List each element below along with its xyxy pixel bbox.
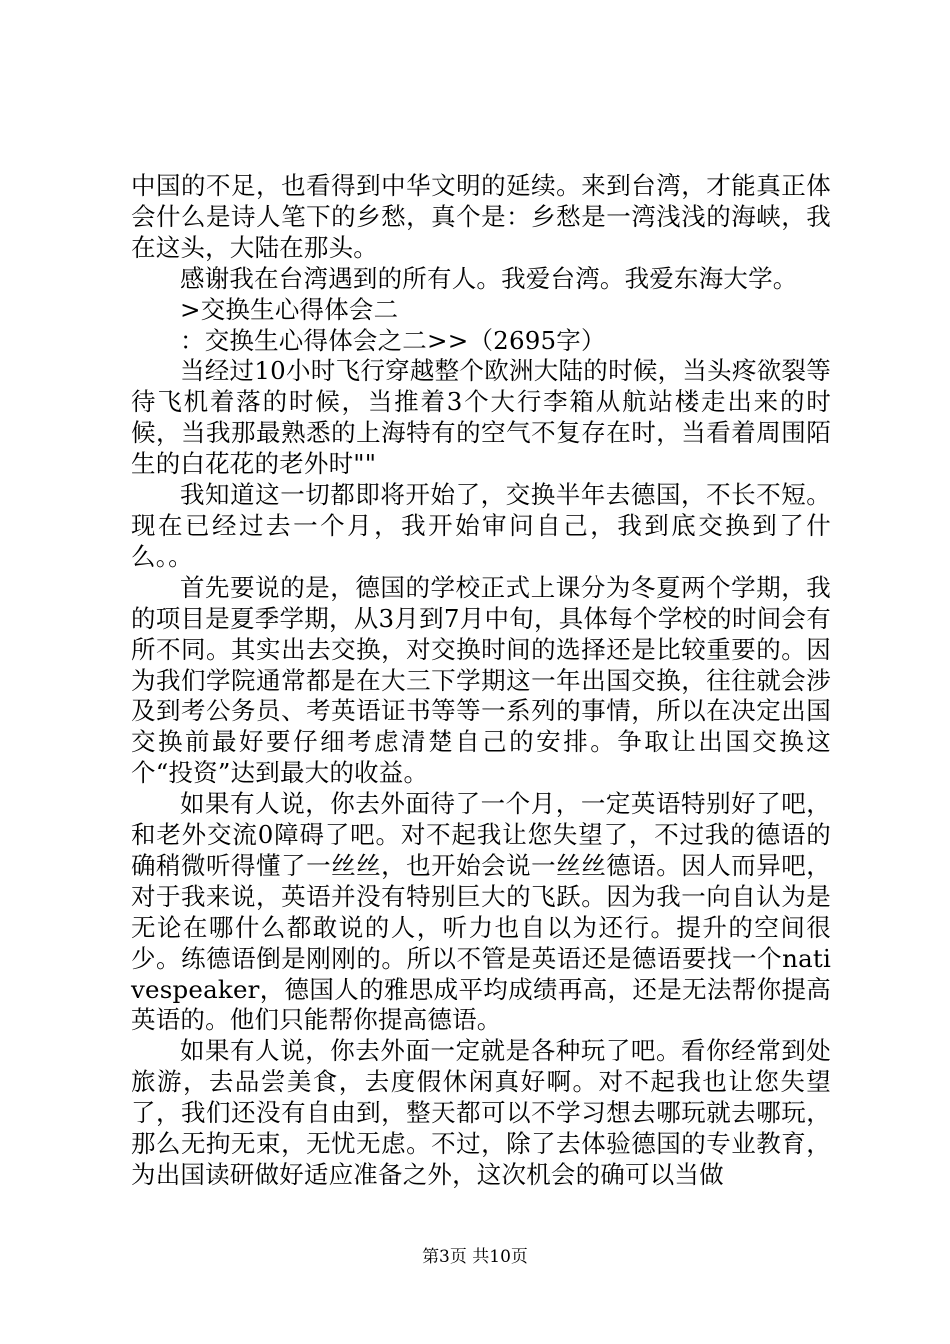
- paragraph-9: 如果有人说，你去外面一定就是各种玩了吧。看你经常到处旅游，去品尝美食，去度假休闲真好啊。对不起我也让您失望了，我们还没有自由到，整天都可以不学习想去哪玩就去哪玩，那么无拘无束，无忧无虑。不过，除了去体验德国的专业教育，为出国读研做好适应准备之外，这次机会的确可以当做: [131, 1036, 831, 1189]
- paragraph-6: 我知道这一切都即将开始了，交换半年去德国，不长不短。现在已经过去一个月，我开始审问自己，我到底交换到了什么。。: [131, 480, 831, 571]
- paragraph-1: 中国的不足，也看得到中华文明的延续。来到台湾，才能真正体会什么是诗人笔下的乡愁，真个是：乡愁是一湾浅浅的海峡，我在这头，大陆在那头。: [131, 171, 831, 262]
- paragraph-2: 感谢我在台湾遇到的所有人。我爱台湾。我爱东海大学。: [180, 263, 798, 293]
- document-body: [131, 171, 831, 1191]
- paragraph-5: 当经过10小时飞行穿越整个欧洲大陆的时候，当头疼欲裂等待飞机着落的时候，当推着3个大行李箱从航站楼走出来的时候，当我那最熟悉的上海特有的空气不复存在时，当看着周围陌生的白花花的老外时"": [131, 356, 831, 479]
- paragraph-8: 如果有人说，你去外面待了一个月，一定英语特别好了吧，和老外交流0障碍了吧。对不起我让您失望了，不过我的德语的确稍微听得懂了一丝丝，也开始会说一丝丝德语。因人而异吧，对于我来说，英语并没有特别巨大的飞跃。因为我一向自认为是无论在哪什么都敢说的人，听力也自以为还行。提升的空间很少。练德语倒是刚刚的。所以不管是英语还是德语要找一个nativespeaker，德国人的雅思成平均成绩再高，还是无法帮你提高英语的。他们只能帮你提高德语。: [131, 789, 831, 1035]
- section-heading: >交换生心得体会二: [180, 294, 399, 324]
- section-subheading: ：交换生心得体会之二>>（2695字）: [180, 325, 606, 355]
- page-number-footer: 第3页 共10页: [422, 1247, 528, 1267]
- paragraph-7: 首先要说的是，德国的学校正式上课分为冬夏两个学期，我的项目是夏季学期，从3月到7月中旬，具体每个学校的时间会有所不同。其实出去交换，对交换时间的选择还是比较重要的。因为我们学院通常都是在大三下学期这一年出国交换，往往就会涉及到考公务员、考英语证书等等一系列的事情，所以在决定出国交换前最好要仔细考虑清楚自己的安排。争取让出国交换这个“投资”达到最大的收益。: [131, 572, 831, 788]
